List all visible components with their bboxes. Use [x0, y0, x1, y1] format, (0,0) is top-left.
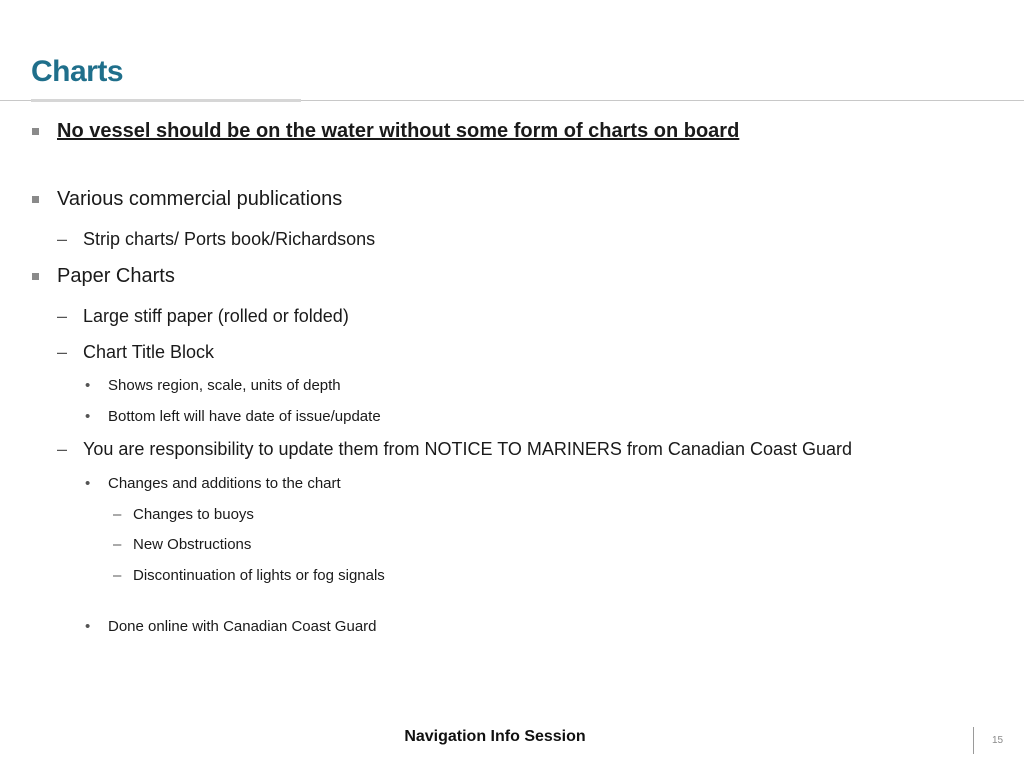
bullet-text: You are responsibility to update them from NOTICE TO MARINERS from Canadian Coast Guard: [83, 439, 852, 459]
dash-bullet-icon: –: [113, 567, 122, 584]
bullet-text: Done online with Canadian Coast Guard: [108, 618, 377, 635]
bullet-text: Paper Charts: [57, 265, 175, 287]
slide-title: Charts: [31, 55, 124, 88]
bullet-text: Various commercial publications: [57, 188, 343, 210]
dot-bullet-icon: •: [85, 475, 91, 492]
bullet-text: Large stiff paper (rolled or folded): [83, 306, 349, 326]
bullet-text: Strip charts/ Ports book/Richardsons: [83, 229, 376, 249]
bullet-text: Bottom left will have date of issue/update: [108, 408, 381, 425]
dash-bullet-icon: –: [57, 342, 68, 362]
dash-bullet-icon: –: [113, 506, 122, 523]
footer-divider: [973, 727, 974, 754]
bullet-text: Shows region, scale, units of depth: [108, 377, 341, 394]
dash-bullet-icon: –: [57, 229, 68, 249]
dot-bullet-icon: •: [85, 408, 91, 425]
dash-bullet-icon: –: [57, 306, 68, 326]
square-bullet-icon: [32, 196, 39, 203]
square-bullet-icon: [32, 128, 39, 135]
bullet-text: Chart Title Block: [83, 342, 215, 362]
bullet-text: New Obstructions: [133, 536, 252, 553]
dash-bullet-icon: –: [113, 536, 122, 553]
bullet-text: Changes and additions to the chart: [108, 475, 341, 492]
footer-title: Navigation Info Session: [404, 728, 586, 745]
title-underline-accent: [31, 99, 301, 102]
dot-bullet-icon: •: [85, 377, 91, 394]
bullet-text: Changes to buoys: [133, 506, 254, 523]
bullet-text: No vessel should be on the water without some form of charts on board: [57, 120, 740, 142]
square-bullet-icon: [32, 273, 39, 280]
bullet-text: Discontinuation of lights or fog signals: [133, 567, 385, 584]
dash-bullet-icon: –: [57, 439, 68, 459]
dot-bullet-icon: •: [85, 618, 91, 635]
page-number: 15: [992, 735, 1004, 746]
